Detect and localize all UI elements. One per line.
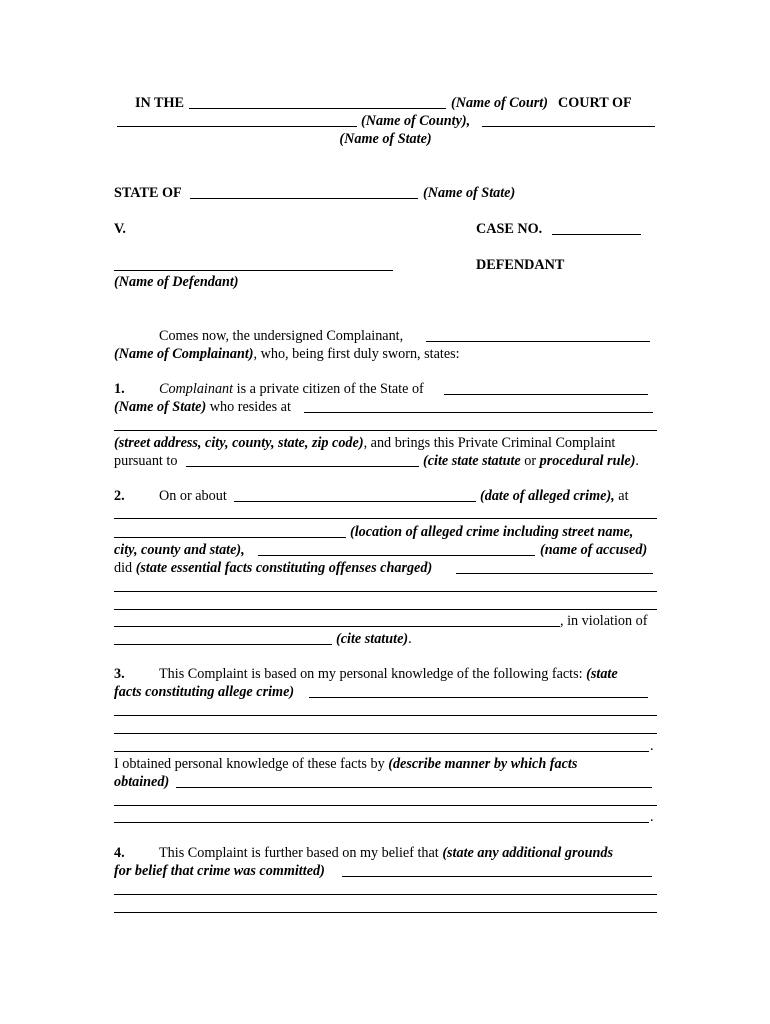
p2-period: . <box>408 631 412 647</box>
county-name-hint: (Name of County), <box>361 113 471 129</box>
court-name-blank[interactable] <box>189 94 446 109</box>
defendant-hint-line <box>114 273 657 291</box>
p3-text1: This Complaint is based on my personal knowledge of the following facts: <box>159 666 587 682</box>
p3-line7 <box>114 773 657 791</box>
county-name-blank[interactable] <box>117 112 357 127</box>
court-header-line1 <box>114 94 657 112</box>
p4-grounds-hint1: (state any additional grounds <box>442 845 613 861</box>
p2-line4 <box>114 541 657 559</box>
p3-line1 <box>114 665 657 683</box>
p2-text1: On or about <box>159 488 227 504</box>
court-name-hint: (Name of Court) <box>451 95 548 111</box>
p2-date-blank[interactable] <box>234 487 476 502</box>
p1-line5 <box>114 452 657 470</box>
p3-manner-blank[interactable] <box>176 773 652 788</box>
state-name-blank[interactable] <box>482 112 655 127</box>
p3-facts-hint1: (state <box>586 666 618 682</box>
state-name-hint: (Name of State) <box>339 131 432 147</box>
defendant-name-blank[interactable] <box>114 256 393 271</box>
p3-line9 <box>114 808 657 826</box>
complainant-name-blank[interactable] <box>426 327 650 342</box>
p2-facts-hint: (state essential facts constituting offenses charged) <box>135 560 433 576</box>
p2-accused-hint: (name of accused) <box>540 542 648 558</box>
p2-line5 <box>114 559 657 577</box>
p3-blank-line2[interactable] <box>114 733 657 734</box>
state-of-line <box>114 184 657 202</box>
p1-address-hint: (street address, city, county, state, zip code) <box>114 435 364 451</box>
p4-grounds-hint2: for belief that crime was committed) <box>114 863 325 879</box>
p3-facts-hint2: facts constituting allege crime) <box>114 684 295 700</box>
p3-line2 <box>114 683 657 701</box>
p2-blank-line3[interactable] <box>114 609 657 610</box>
p3-period2: . <box>650 809 654 825</box>
p3-facts-blank-end[interactable] <box>114 737 649 752</box>
p2-location-hint2: city, county and state), <box>114 542 245 558</box>
p2-line9 <box>114 630 657 648</box>
p1-number: 1. <box>114 381 125 397</box>
in-the-label: IN THE <box>135 95 185 111</box>
p1-line4 <box>114 434 657 452</box>
p2-number: 2. <box>114 488 125 504</box>
p2-accused-blank[interactable] <box>258 541 535 556</box>
court-header-line2 <box>114 112 657 130</box>
p4-line1 <box>114 844 657 862</box>
defendant-label: DEFENDANT <box>476 257 565 273</box>
court-header-line3 <box>114 130 657 148</box>
p3-period: . <box>650 738 654 754</box>
plaintiff-state-hint: (Name of State) <box>423 185 516 201</box>
p4-blank-line2[interactable] <box>114 912 657 913</box>
p2-did-word: did <box>114 560 136 576</box>
p2-date-hint: (date of alleged crime), <box>480 488 615 504</box>
versus-line <box>114 220 657 238</box>
p2-facts-blank[interactable] <box>456 559 653 574</box>
p2-at-word: at <box>614 488 629 504</box>
court-of-label: COURT OF <box>558 95 632 111</box>
p1-text3: , and brings this Private Criminal Complaint <box>363 435 616 451</box>
case-no-label: CASE NO. <box>476 221 543 237</box>
p2-violation-text: , in violation of <box>560 613 648 629</box>
p4-number: 4. <box>114 845 125 861</box>
p1-rule-hint: procedural rule) <box>539 453 636 469</box>
intro-text: Comes now, the undersigned Complainant, <box>159 328 404 344</box>
p1-state-hint: (Name of State) <box>114 399 207 415</box>
p1-state-blank[interactable] <box>444 380 648 395</box>
p1-text2: who resides at <box>206 399 291 415</box>
p1-or-word: or <box>520 453 540 469</box>
p3-line6 <box>114 755 657 773</box>
p2-cite-blank[interactable] <box>114 630 332 645</box>
p1-text1: is a private citizen of the State of <box>233 381 424 397</box>
p3-manner-blank-end[interactable] <box>114 808 649 823</box>
p3-facts-blank[interactable] <box>309 683 648 698</box>
complainant-name-hint: (Name of Complainant) <box>114 346 254 362</box>
p4-text1: This Complaint is further based on my belief that <box>159 845 443 861</box>
p3-blank-line3[interactable] <box>114 805 657 806</box>
p2-facts-blank-end[interactable] <box>114 612 560 627</box>
p3-manner-hint2: obtained) <box>114 774 170 790</box>
p2-blank-line1[interactable] <box>114 518 657 519</box>
p4-blank-line1[interactable] <box>114 894 657 895</box>
p2-location-blank[interactable] <box>114 523 346 538</box>
p1-statute-hint: (cite state statute <box>423 453 521 469</box>
defendant-line <box>114 256 657 274</box>
defendant-name-hint: (Name of Defendant) <box>114 274 239 290</box>
p1-line1 <box>114 380 657 398</box>
p3-blank-line1[interactable] <box>114 715 657 716</box>
state-of-label: STATE OF <box>114 185 182 201</box>
p1-address-line[interactable] <box>114 430 657 431</box>
plaintiff-state-blank[interactable] <box>190 184 418 199</box>
p2-line1 <box>114 487 657 505</box>
p4-grounds-blank[interactable] <box>342 862 652 877</box>
p1-period: . <box>635 453 639 469</box>
intro-line1 <box>114 327 657 345</box>
p3-number: 3. <box>114 666 125 682</box>
p2-line8 <box>114 612 657 630</box>
p1-address-blank[interactable] <box>304 398 653 413</box>
p1-text4: pursuant to <box>114 453 178 469</box>
p2-location-hint: (location of alleged crime including street name, <box>350 524 634 540</box>
intro-text2: , who, being first duly sworn, states: <box>253 346 460 362</box>
p3-manner-hint1: (describe manner by which facts <box>388 756 578 772</box>
case-no-blank[interactable] <box>552 220 641 235</box>
p3-line5 <box>114 737 657 755</box>
p2-cite-hint: (cite statute) <box>336 631 409 647</box>
versus-label: V. <box>114 221 126 237</box>
intro-line2 <box>114 345 657 363</box>
p3-obtained-text: I obtained personal knowledge of these facts by <box>114 756 389 772</box>
p4-line2 <box>114 862 657 880</box>
p2-blank-line2[interactable] <box>114 591 657 592</box>
p1-statute-blank[interactable] <box>186 452 419 467</box>
p1-complainant-word: Complainant <box>159 381 234 397</box>
p1-line2 <box>114 398 657 416</box>
p2-line3 <box>114 523 657 541</box>
